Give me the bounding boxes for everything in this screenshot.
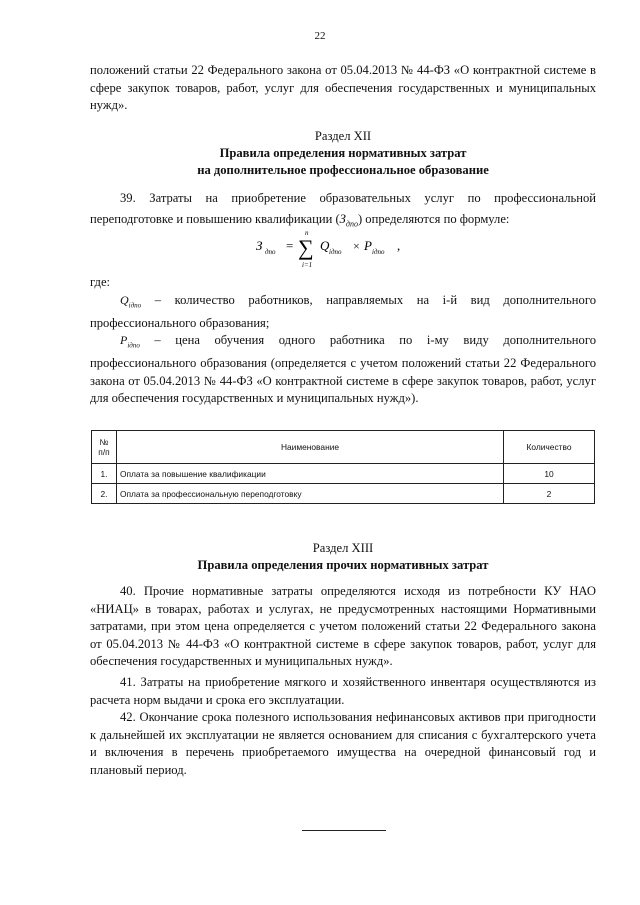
formula-q: Q bbox=[320, 238, 330, 253]
header-name: Наименование bbox=[117, 431, 504, 464]
header-number: № п/п bbox=[92, 431, 117, 464]
definition-p bbox=[90, 332, 596, 408]
section-12-title-line2: на дополнительное профессиональное образование bbox=[197, 163, 489, 177]
formula-p: P bbox=[364, 238, 372, 253]
row-number: 1. bbox=[92, 464, 117, 484]
formula-39 bbox=[256, 226, 426, 270]
section-12-label: Раздел XII bbox=[314, 129, 372, 143]
formula-lhs-sub: дпо bbox=[265, 248, 276, 256]
paragraph-42: 42. Окончание срока полезного использования нефинансовых активов при пригодности к дальнейшей их эксплуатации не является основанием для списания с бухгалтерского учета и включения в перечень приобретаемого имущества на очередной финансовый год и плановый период. bbox=[90, 710, 596, 777]
paragraph-39-symbol-sub: дпо bbox=[345, 219, 358, 229]
row-name: Оплата за повышение квалификации bbox=[117, 464, 504, 484]
intro-paragraph: положений статьи 22 Федерального закона от 05.04.2013 № 44-ФЗ «О контрактной системе в сфере закупок товаров, работ, услуг для обеспечения государственных и муниципальных нужд». bbox=[90, 63, 596, 112]
formula-lhs: З bbox=[256, 238, 263, 253]
formula-lower-limit: i=1 bbox=[302, 261, 313, 269]
header-quantity: Количество bbox=[504, 431, 595, 464]
paragraph-40: 40. Прочие нормативные затраты определяются исходя из потребности КУ НАО «НИАЦ» в товарах, работах и услугах, не предусмотренных настоящими Нормативными затратами, при этом цена определяется с учетом положений статьи 22 Федерального закона от 05.04.2013 № 44-ФЗ «О контрактной системе в сфере закупок товаров, работ, услуг для обеспечения государственных и муниципальных нужд». bbox=[90, 584, 596, 668]
paragraph-39-symbol: З bbox=[339, 212, 346, 226]
page-number: 22 bbox=[314, 30, 326, 42]
section-13-title: Правила определения прочих нормативных затрат bbox=[197, 558, 489, 572]
footer-divider bbox=[302, 830, 386, 831]
formula-times: × bbox=[353, 239, 360, 253]
row-number: 2. bbox=[92, 484, 117, 504]
education-costs-table bbox=[91, 430, 595, 504]
paragraph-39-text-before: 39. Затраты на приобретение образовательных услуг по профессиональной переподготовке и повышению квалификации ( bbox=[90, 191, 596, 226]
definition-p-symbol: P bbox=[120, 333, 128, 347]
section-12-title-line1: Правила определения нормативных затрат bbox=[219, 146, 467, 160]
definition-q-symbol: Q bbox=[120, 293, 129, 307]
definition-p-text: – цена обучения одного работника по i-му виду дополнительного профессионального образования (определяется с учетом положений статьи 22 Федерального закона от 05.04.2013 № 44-ФЗ «О контрактной системе в сфере закупок товаров, работ, услуг для обеспечения государственных и муниципальных нужд»). bbox=[90, 333, 596, 406]
section-13-label: Раздел XIII bbox=[312, 541, 374, 555]
table-row bbox=[92, 484, 595, 504]
formula-q-sub: iдпо bbox=[329, 248, 342, 256]
table-row bbox=[92, 464, 595, 484]
formula-upper-limit: n bbox=[305, 229, 309, 237]
definition-q bbox=[90, 292, 596, 333]
formula-equals: = bbox=[286, 238, 294, 253]
row-quantity: 10 bbox=[504, 464, 595, 484]
definition-q-sub: iдпо bbox=[128, 301, 142, 310]
definition-q-text: – количество работников, направляемых на i-й вид дополнительного профессионального образования; bbox=[90, 293, 596, 331]
paragraph-39-text-after: ) определяются по формуле: bbox=[357, 212, 510, 226]
row-name: Оплата за профессиональную переподготовку bbox=[117, 484, 504, 504]
formula-sigma: ∑ bbox=[298, 235, 314, 260]
formula-comma: , bbox=[397, 238, 401, 253]
where-label: где: bbox=[90, 275, 111, 289]
table-header-row bbox=[92, 431, 595, 464]
paragraph-41: 41. Затраты на приобретение мягкого и хозяйственного инвентаря осуществляются из расчета норм выдачи и срока его эксплуатации. bbox=[90, 675, 596, 707]
row-quantity: 2 bbox=[504, 484, 595, 504]
formula-p-sub: iдпо bbox=[372, 248, 385, 256]
definition-p-sub: iдпо bbox=[127, 341, 140, 350]
